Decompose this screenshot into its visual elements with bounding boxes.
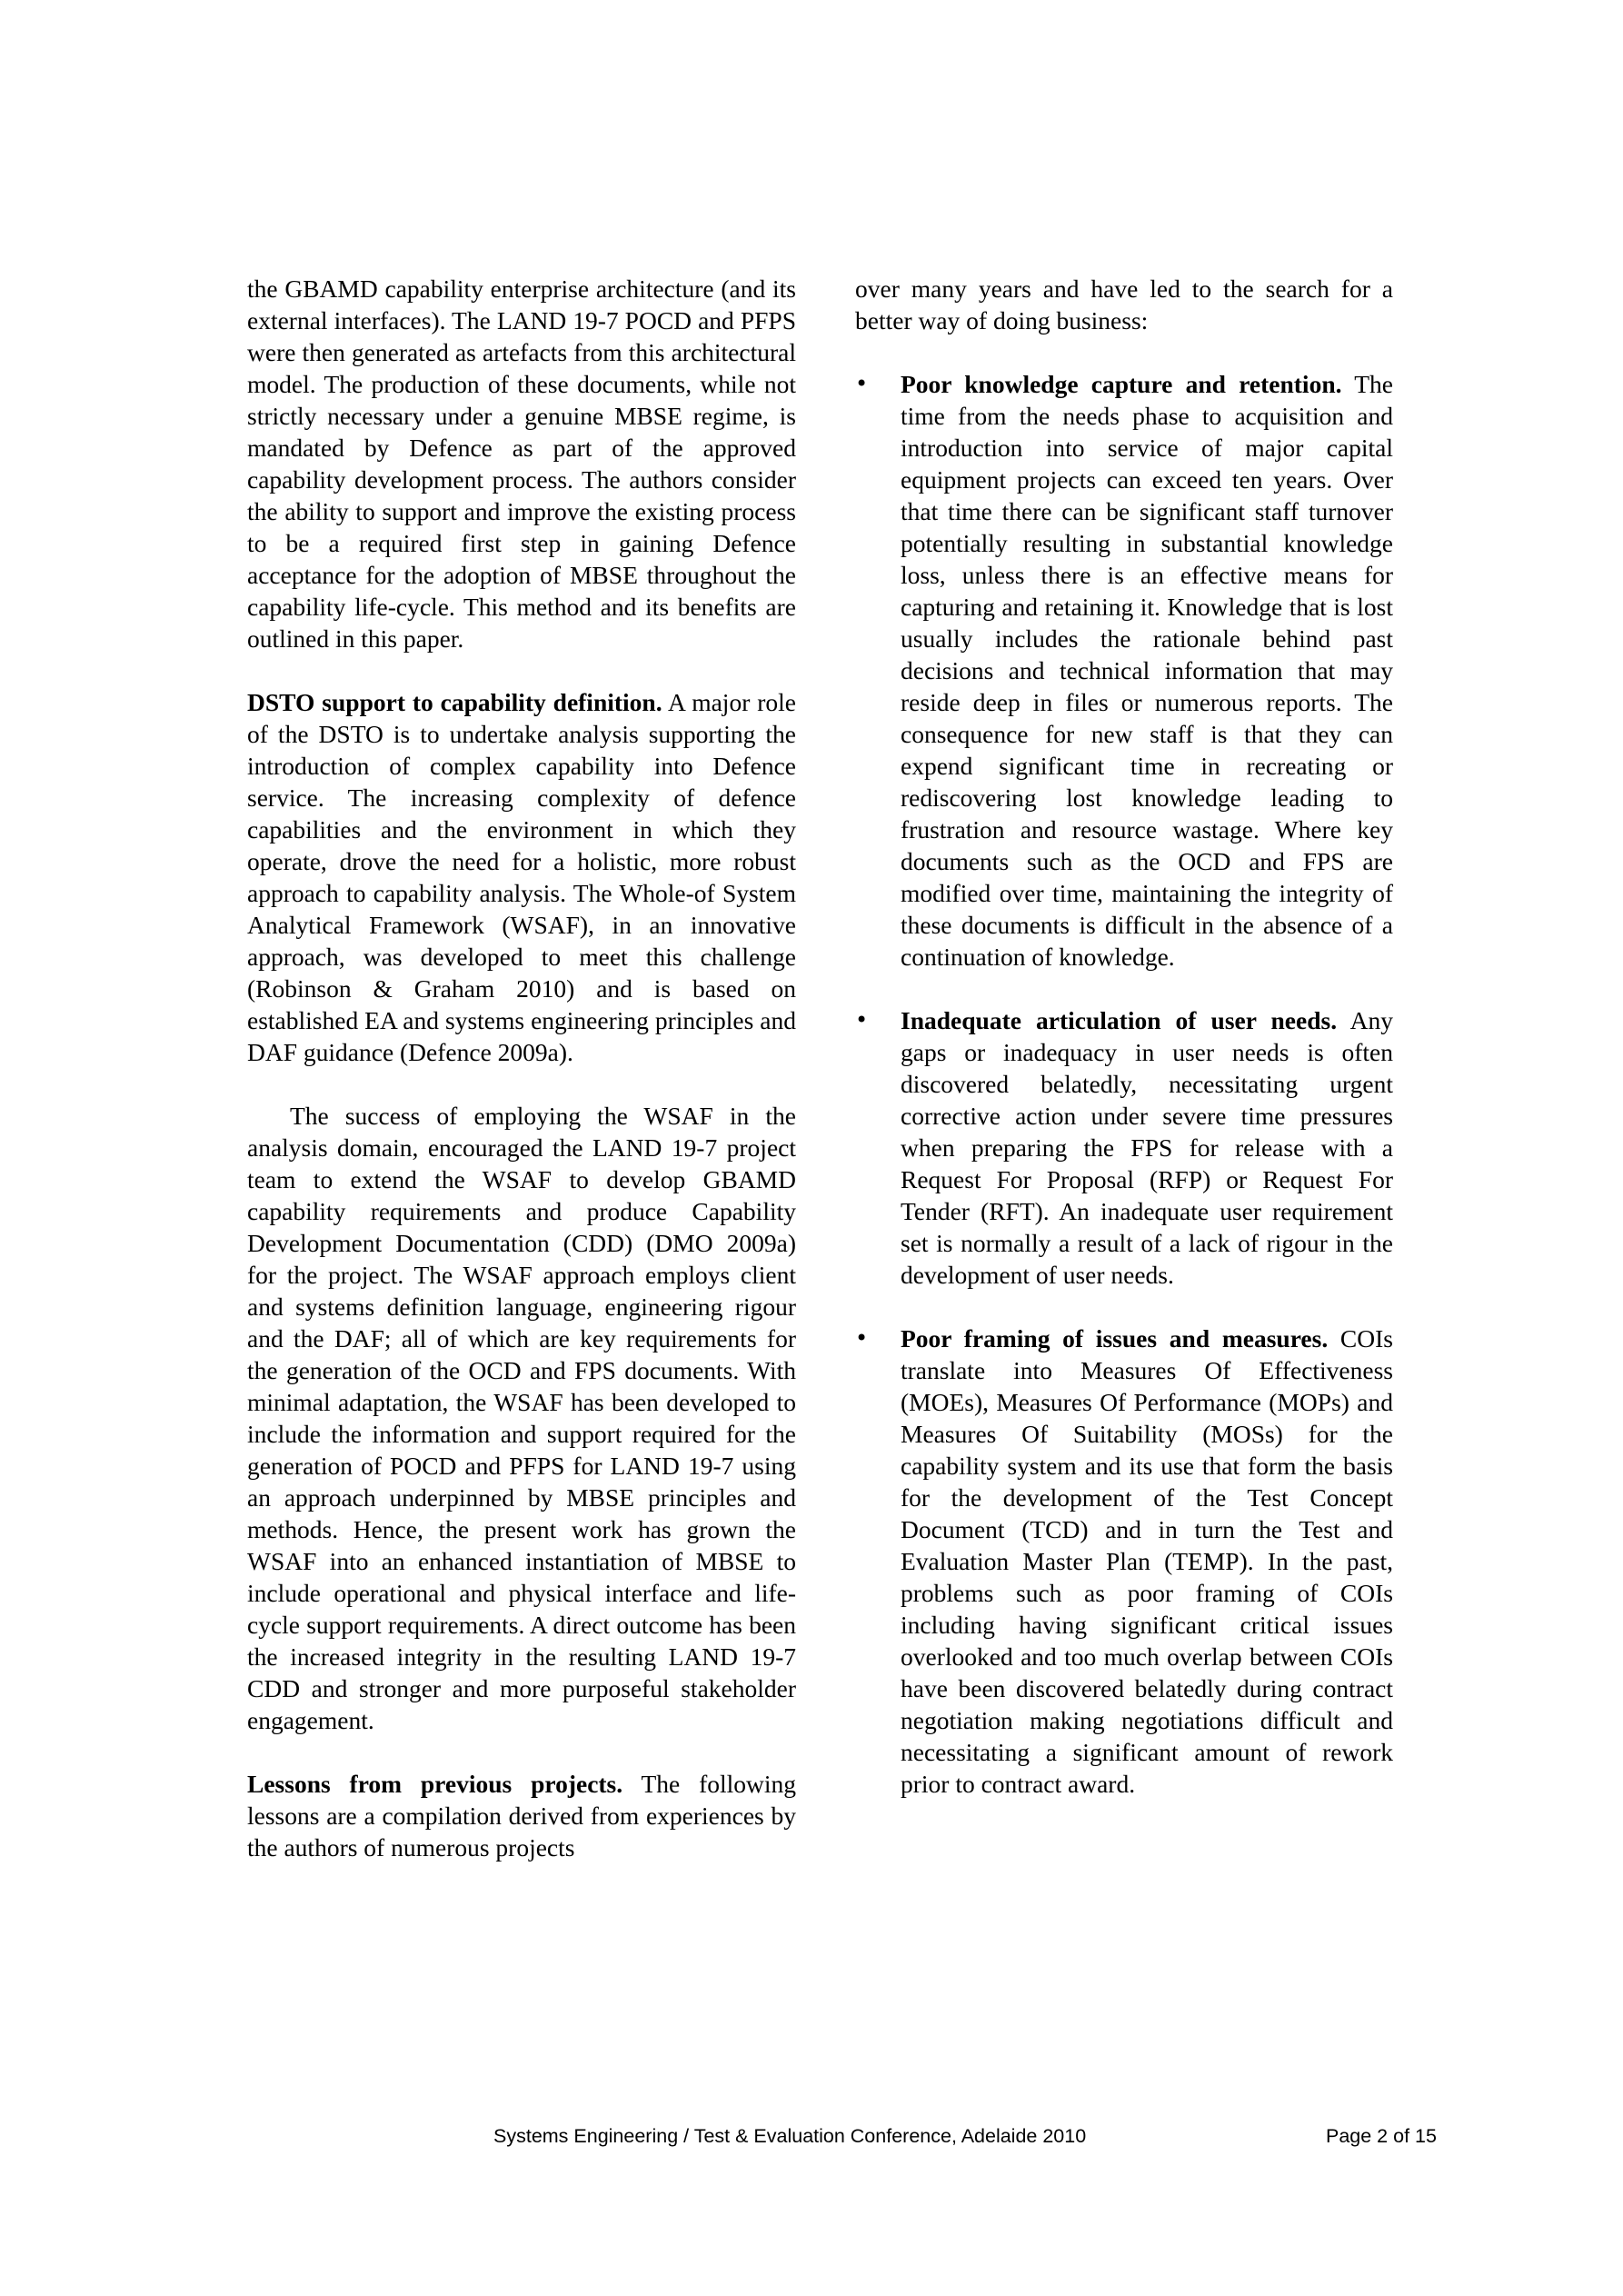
- bullet-icon: •: [855, 1325, 869, 1351]
- bullet-body: The time from the needs phase to acquisition and introduction into service of major capital equipment projects can exceed ten years. Over that time there can be significant staff turnover potentially resulting in substantial knowledge loss, unless there is an effective means for capturing and retaining it. Knowledge that is lost usually includes the rationale behind past decisions and technical information that may reside deep in files or numerous reports. The consequence for new staff is that they can expend significant time in recreating or rediscovering lost knowledge leading to frustration and resource wastage. Where key documents such as the OCD and FPS are modified over time, maintaining the integrity of these documents is difficult in the absence of a continuation of knowledge.: [901, 370, 1393, 971]
- paragraph-lessons: [247, 1768, 796, 1863]
- paragraph-body-lessons: The following lessons are a compilation derived from experiences by the authors of numerous projects: [247, 1770, 797, 1862]
- paragraph-wsaf-success: The success of employing the WSAF in the analysis domain, encouraged the LAND 19-7 project team to extend the WSAF to develop GBAMD capability requirements and produce Capability Development Documentation (CDD) (DMO 2009a) for the project. The WSAF approach employs client and systems definition language, engineering rigour and the DAF; all of which are key requirements for the generation of the OCD and FPS documents. With minimal adaptation, the WSAF has been developed to include the information and support required for the generation of POCD and PFPS for LAND 19-7 using an approach underpinned by MBSE principles and methods. Hence, the present work has grown the WSAF into an enhanced instantiation of MBSE to include operational and physical interface and life-cycle support requirements. A direct outcome has been the increased integrity in the resulting LAND 19-7 CDD and stronger and more purposeful stakeholder engagement.: [247, 1102, 796, 1734]
- bullet-icon: •: [855, 1007, 869, 1033]
- bullet-icon: •: [855, 371, 869, 396]
- paragraph-heading-lessons: Lessons from previous projects.: [247, 1770, 623, 1798]
- bullet-heading: Poor framing of issues and measures.: [901, 1324, 1329, 1353]
- bullet-heading: Inadequate articulation of user needs.: [901, 1006, 1338, 1034]
- paragraph-dsto-support: [247, 686, 796, 1068]
- bullet-body: COIs translate into Measures Of Effectiveness (MOEs), Measures Of Performance (MOPs) and Measures Of Suitability (MOSs) for the capability system and its use that form the basis for the development of the Test Concept Document (TCD) and in turn the Test and Evaluation Master Plan (TEMP). In the past, problems such as poor framing of COIs including having significant critical issues overlooked and too much overlap between COIs have been discovered belatedly during contract negotiation making negotiations difficult and necessitating a significant amount of rework prior to contract award.: [901, 1324, 1393, 1798]
- paragraph-body-dsto-support: A major role of the DSTO is to undertake analysis supporting the introduction of complex capability into Defence service. The increasing complexity of defence capabilities and the environment in which they operate, drove the need for a holistic, more robust approach to capability analysis. The Whole-of System Analytical Framework (WSAF), in an innovative approach, was developed to meet this challenge (Robinson & Graham 2010) and is based on established EA and systems engineering principles and DAF guidance (Defence 2009a).: [247, 688, 796, 1066]
- left-column: [247, 273, 796, 1895]
- list-item: [855, 1323, 1393, 1800]
- list-item: [855, 1004, 1393, 1291]
- list-item: [855, 368, 1393, 973]
- bullet-body: Any gaps or inadequacy in user needs is often discovered belatedly, necessitating urgent corrective action under severe time pressures when preparing the FPS for release with a Request For Proposal (RFP) or Request For Tender (RFT). An inadequate user requirement set is normally a result of a lack of rigour in the development of user needs.: [901, 1006, 1393, 1289]
- footer-conference: Systems Engineering / Test & Evaluation Conference, Adelaide 2010: [493, 2125, 1087, 2147]
- paragraph-heading-dsto-support: DSTO support to capability definition.: [247, 688, 662, 716]
- paragraph-lessons-continued: over many years and have led to the search for a better way of doing business:: [855, 275, 1393, 334]
- lessons-bullet-list: [855, 368, 1393, 1800]
- paragraph-gbamd-architecture: the GBAMD capability enterprise architecture (and its external interfaces). The LAND 19-7 POCD and PFPS were then generated as artefacts from this architectural model. The production of these documents, while not strictly necessary under a genuine MBSE regime, is mandated by Defence as part of the approved capability development process. The authors consider the ability to support and improve the existing process to be a required first step in gaining Defence acceptance for the adoption of MBSE throughout the capability life-cycle. This method and its benefits are outlined in this paper.: [247, 275, 796, 653]
- right-column: [855, 273, 1393, 1832]
- bullet-heading: Poor knowledge capture and retention.: [901, 370, 1342, 398]
- footer-page-number: Page 2 of 15: [1326, 2125, 1437, 2147]
